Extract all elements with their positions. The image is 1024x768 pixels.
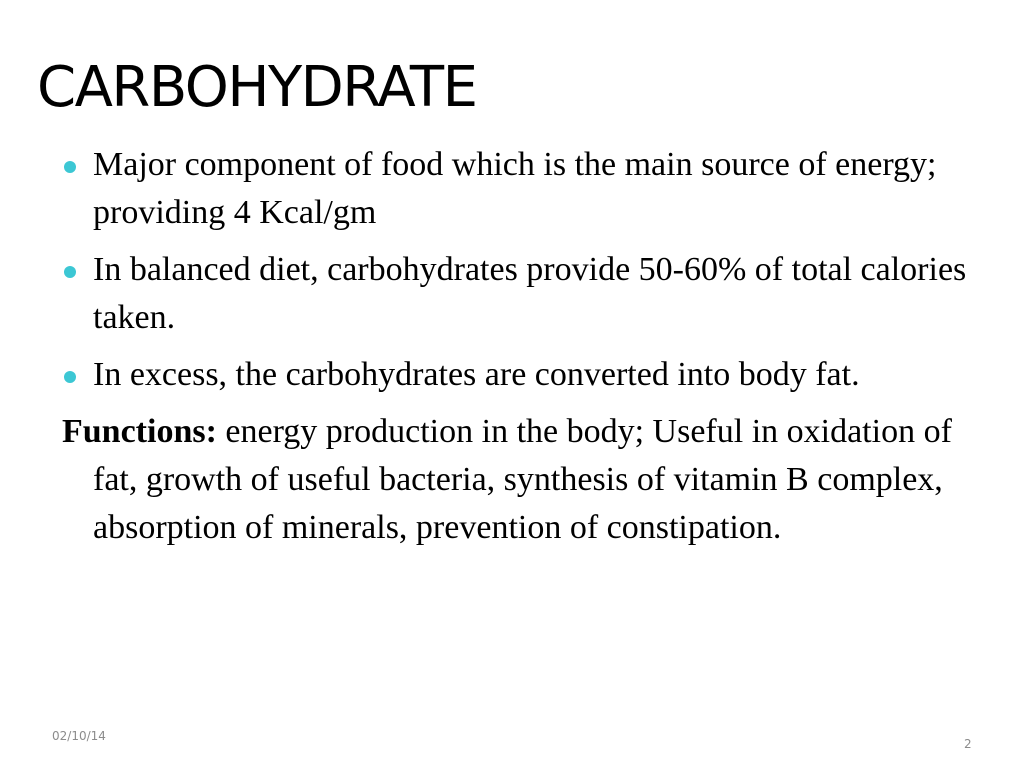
bullet-text: Major component of food which is the main source of energy; providing 4 Kcal/gm [93, 146, 937, 231]
bullet-dot-icon [64, 266, 76, 278]
slide-page-number: 2 [964, 737, 972, 751]
slide-title: CARBOHYDRATE [37, 55, 477, 120]
bullet-item [62, 351, 972, 399]
footer-date: 02/10/14 [52, 729, 106, 743]
bullet-dot-icon [64, 371, 76, 383]
bullet-item [62, 141, 972, 237]
bullet-list [62, 141, 972, 399]
bullet-item [62, 246, 972, 342]
bullet-text: In balanced diet, carbohydrates provide 50-60% of total calories taken. [93, 251, 967, 336]
functions-paragraph [62, 408, 972, 552]
functions-text: energy production in the body; Useful in oxidation of fat, growth of useful bacteria, synthesis of vitamin B complex, absorption of minerals, prevention of constipation. [93, 413, 952, 546]
slide-body [62, 141, 972, 552]
bullet-text: In excess, the carbohydrates are converted into body fat. [93, 356, 860, 393]
bullet-dot-icon [64, 161, 76, 173]
functions-label: Functions: [62, 413, 217, 450]
